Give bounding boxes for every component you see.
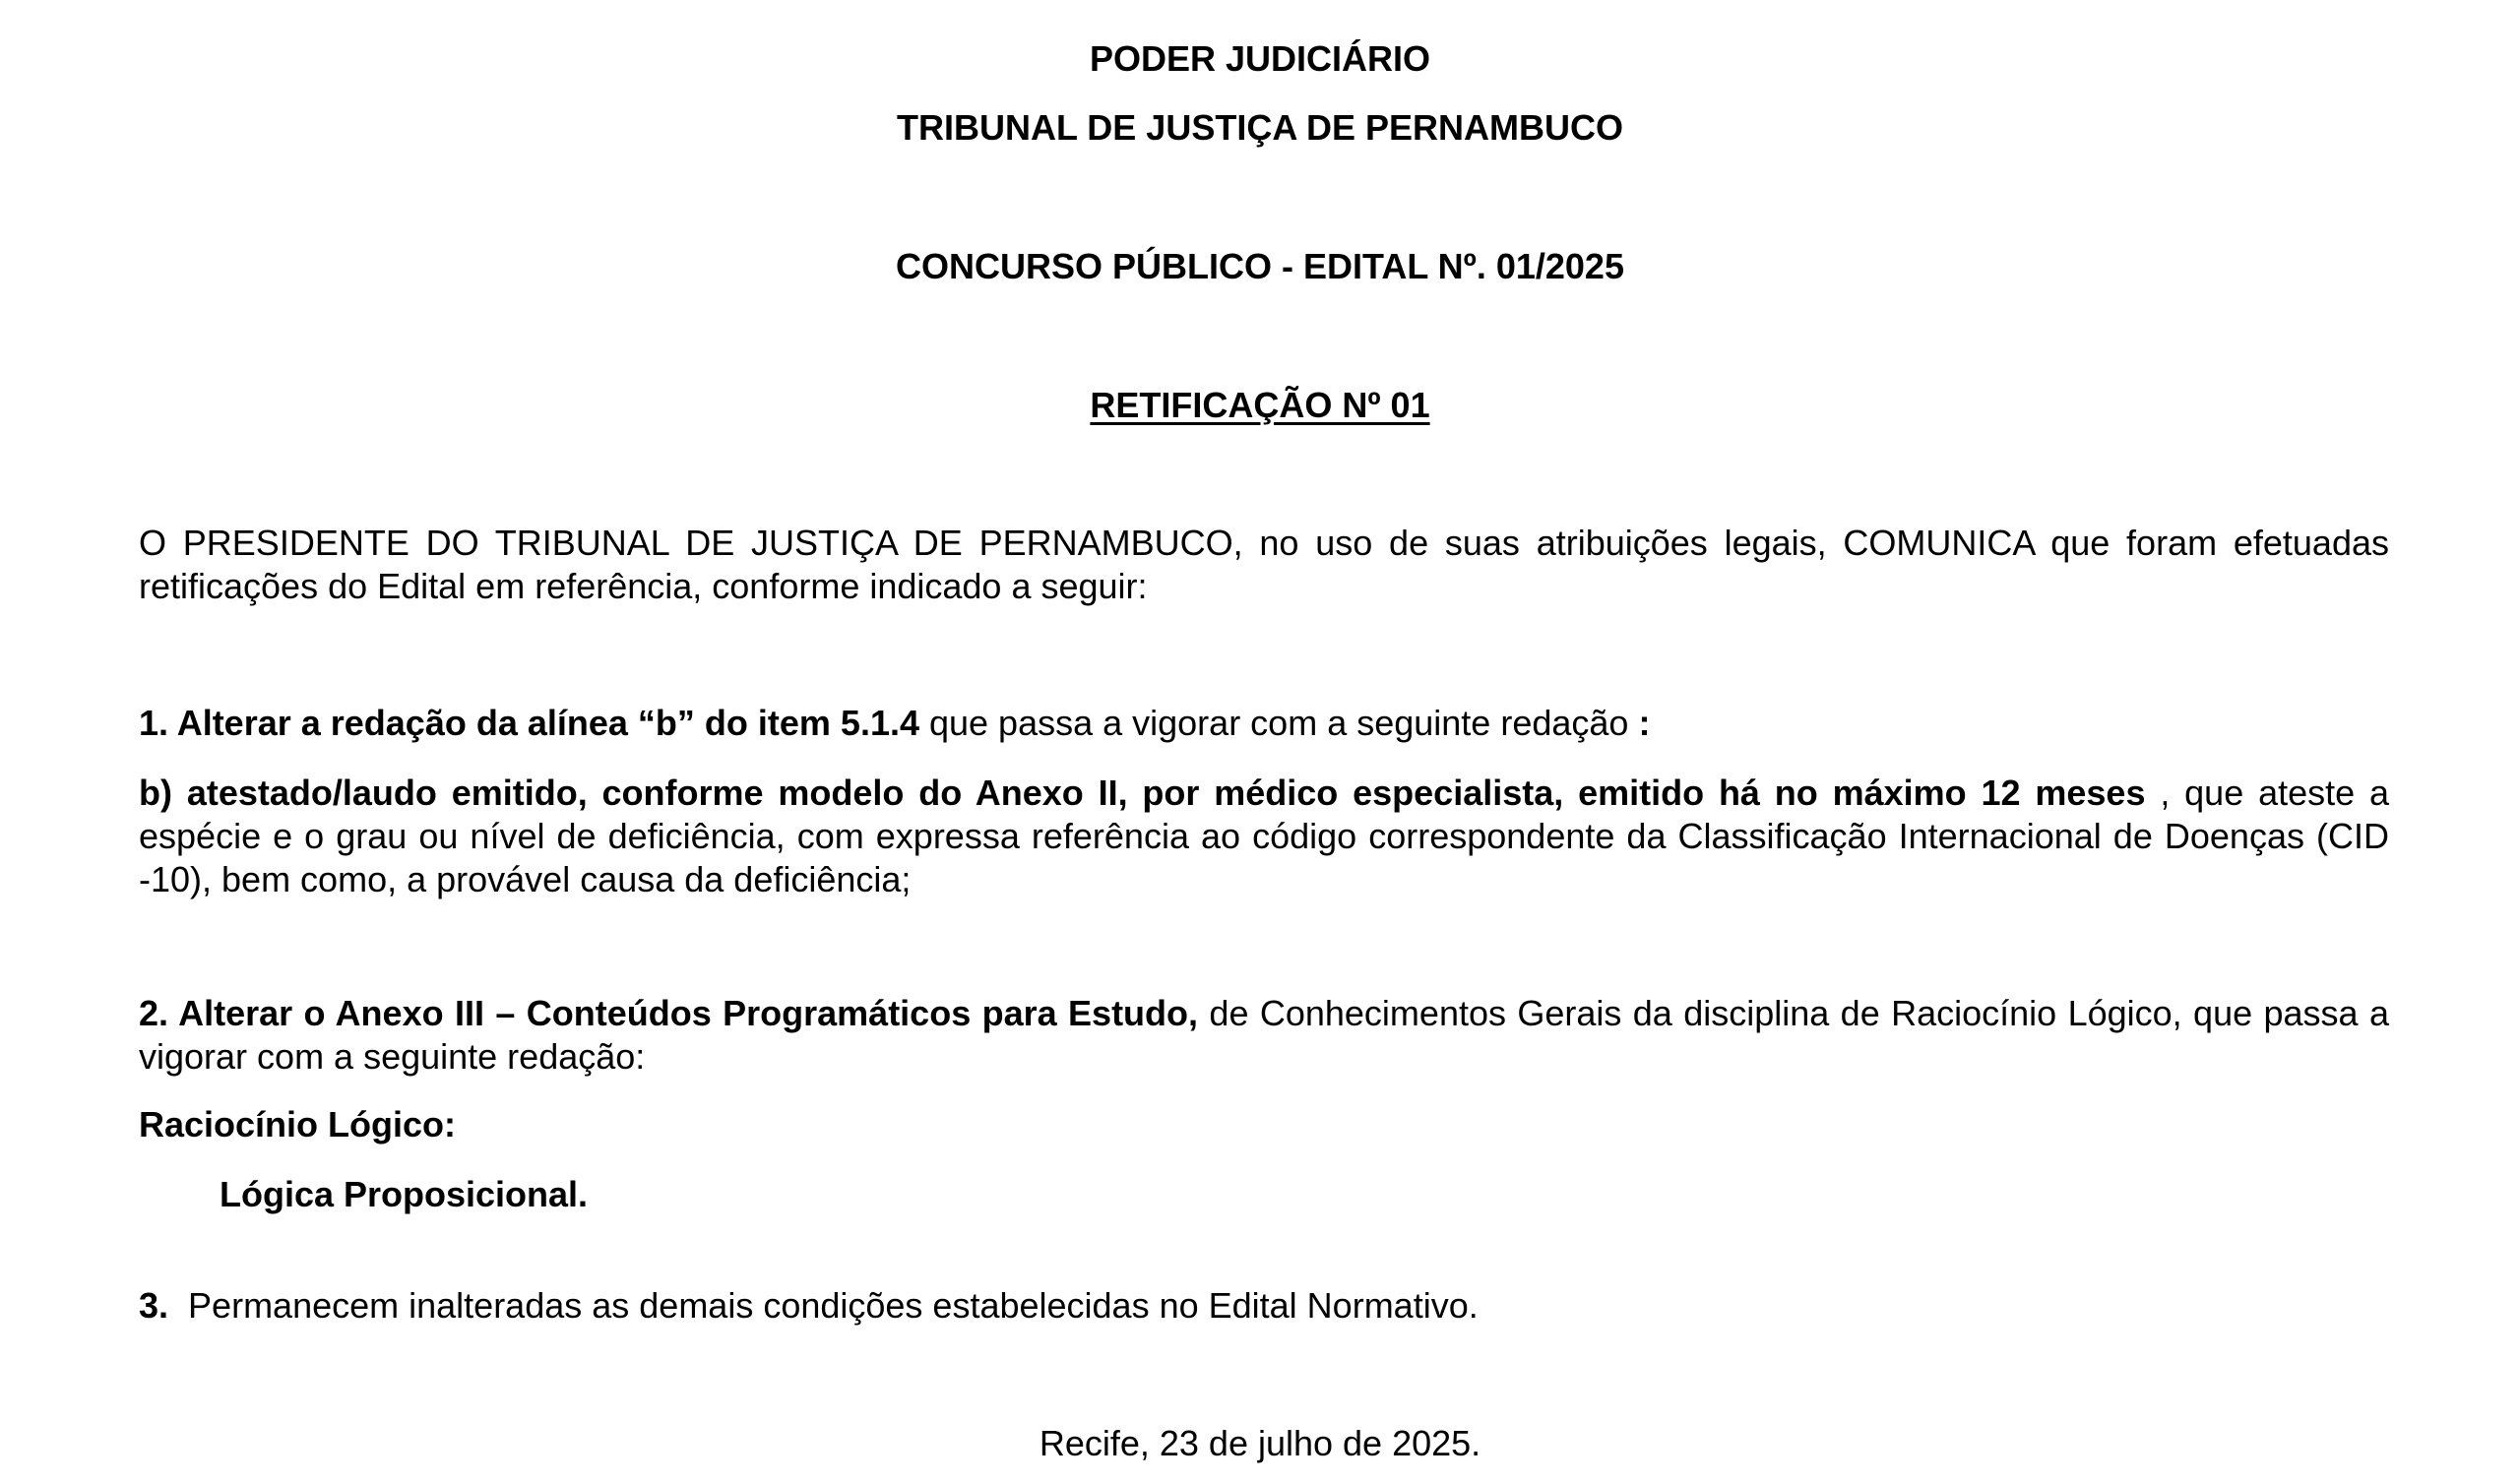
retificacao-title: RETIFICAÇÃO Nº 01 xyxy=(1090,385,1430,425)
item-1-lead-colon: : xyxy=(1638,703,1651,743)
item-3-text: Permanecem inalteradas as demais condições estabelecidas no Edital Normativo. xyxy=(188,1285,1479,1326)
item-2-lead-bold: 2. Alterar o Anexo III – Conteúdos Programáticos para Estudo, xyxy=(139,993,1199,1033)
item-3-spacer xyxy=(168,1285,188,1326)
item-2-topic: Lógica Proposicional. xyxy=(220,1174,589,1214)
item-2-subject: Raciocínio Lógico: xyxy=(139,1104,457,1144)
item-3-number: 3. xyxy=(139,1285,169,1326)
footer-place-date: Recife, 23 de julho de 2025. xyxy=(1039,1423,1481,1463)
item-1-b-bold: b) atestado/laudo emitido, conforme modelo do Anexo II, por médico especialista, emitido há no máximo 12 meses xyxy=(139,773,2146,813)
intro-paragraph: O PRESIDENTE DO TRIBUNAL DE JUSTIÇA DE PERNAMBUCO, no uso de suas atribuições legais, COMUNICA que foram efetuadas retificações do Edital em referência, conforme indicado a seguir: xyxy=(139,523,2389,606)
header-retificacao xyxy=(0,384,2520,427)
header-tribunal: TRIBUNAL DE JUSTIÇA DE PERNAMBUCO xyxy=(896,107,1624,148)
item-2-paragraph xyxy=(139,992,2389,1079)
item-1-b-rest: , que ateste a espécie e o grau ou nível de deficiência, com expressa referência ao código correspondente da Classificação Internacional de Doenças (CID -10), bem como, a provável causa da deficiência; xyxy=(139,773,2389,899)
item-2-lead-rest: de Conhecimentos Gerais da disciplina de Raciocínio Lógico, que passa a vigorar com a seguinte redação: xyxy=(139,993,2389,1077)
item-3-paragraph xyxy=(139,1284,2389,1328)
item-1-alinea-b xyxy=(139,772,2389,901)
header-edital: CONCURSO PÚBLICO - EDITAL Nº. 01/2025 xyxy=(896,246,1624,286)
header-poder-judiciario: PODER JUDICIÁRIO xyxy=(1089,38,1431,79)
item-1-lead-bold: 1. Alterar a redação da alínea “b” do item 5.1.4 xyxy=(139,703,919,743)
item-1-lead-rest: que passa a vigorar com a seguinte redação xyxy=(918,703,1639,743)
item-1-heading xyxy=(139,702,2389,745)
